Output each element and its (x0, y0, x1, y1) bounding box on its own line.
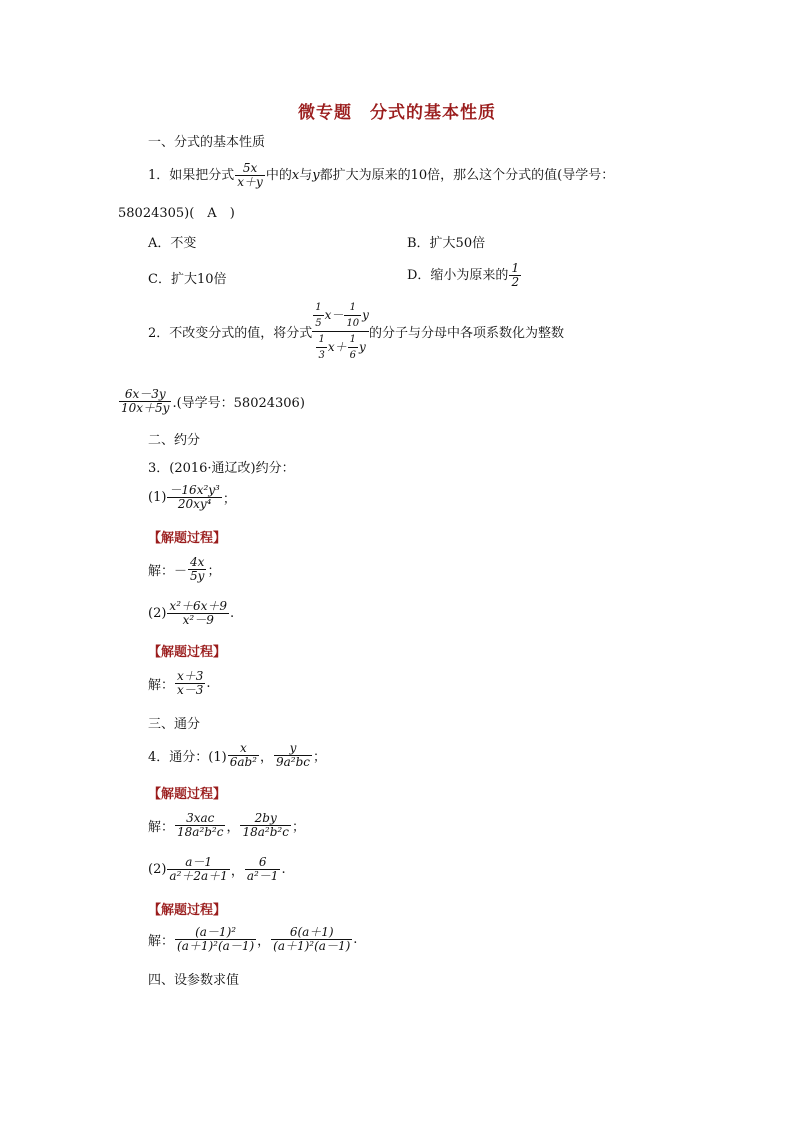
q3-sol1-end: ； (207, 564, 221, 580)
q2-suffix: 的分子与分母中各项系数化为整数 (368, 326, 564, 341)
q3-p1-label: (1) (148, 490, 167, 506)
q1-option-b: B．扩大50倍 (407, 236, 486, 251)
q2-bot-a-den: 3 (318, 350, 325, 361)
q3-solution-1 (148, 556, 220, 583)
q2-bot-a-var: x＋ (327, 340, 347, 354)
q4-sol1-a-fraction (175, 812, 225, 839)
q4-part1 (148, 742, 326, 769)
q3-part2 (148, 600, 234, 627)
q1-option-c: C．扩大10倍 (148, 272, 227, 287)
q4-p1-end: ； (313, 750, 327, 766)
q3-p2-end: . (230, 606, 235, 622)
q4-sol2-a-num: (a－1)² (195, 925, 237, 939)
q3-sol1-den: 5y (190, 569, 205, 584)
q2-answer-den: 10x＋5y (121, 401, 170, 416)
q4-solution-1 (148, 812, 305, 839)
question-2 (148, 302, 564, 361)
q4-heading: 4．通分：(1) (148, 750, 227, 766)
q4-sol2-end: . (353, 932, 358, 948)
q3-p1-den: 20xy⁴ (177, 497, 212, 512)
q3-sol2-end: . (206, 676, 211, 692)
q3-sol1-fraction (188, 556, 206, 583)
q4-sol1-b-num: 2by (254, 811, 277, 825)
q4-comma-3: ， (230, 864, 244, 880)
q4-sol2-b-den: (a＋1)²(a－1) (273, 939, 351, 954)
q2-top-b-num: 1 (349, 302, 356, 313)
q4-sol2-prefix: 解： (148, 934, 175, 950)
q4-sol2-b-num: 6(a＋1) (289, 925, 334, 939)
q4-p1-b-den: 9a²bc (275, 755, 310, 770)
q4-sol1-a-den: 18a²b²c (177, 825, 224, 840)
q2-top-a-num: 1 (315, 302, 322, 313)
q4-p2-a-num: a－1 (185, 855, 213, 869)
q1-option-d-text: D．缩小为原来的 (407, 268, 509, 284)
q2-answer-suffix: .(导学号：58024306) (172, 396, 305, 412)
q4-sol1-end: ； (291, 820, 305, 836)
q3-heading: 3．(2016·通辽改)约分： (148, 461, 295, 476)
q1-var-y: y (312, 168, 320, 184)
q4-p2-a-fraction (167, 856, 229, 883)
q2-denominator (315, 334, 365, 361)
q2-complex-fraction (312, 302, 369, 361)
q3-solve-label-1: 【解题过程】 (148, 531, 227, 546)
q4-p1-b-num: y (289, 741, 297, 755)
q2-answer-line (118, 388, 305, 415)
q4-p2-b-num: 6 (258, 855, 267, 869)
q1-option-d-fraction (509, 262, 521, 289)
q1-option-d (407, 262, 522, 289)
q4-p2-b-den: a²－1 (246, 869, 279, 884)
q2-bot-a-num: 1 (318, 334, 325, 345)
q2-top-a-den: 5 (315, 318, 322, 329)
q1-fraction (235, 162, 265, 189)
q3-p2-fraction (167, 600, 229, 627)
q4-p1-a-num: x (239, 741, 247, 755)
q3-solve-label-2: 【解题过程】 (148, 645, 227, 660)
q1-id-line: 58024305)( A ) (118, 206, 235, 221)
q2-answer-num: 6x－3y (124, 387, 166, 401)
q1-option-d-num: 1 (511, 261, 520, 275)
q1-frac-num: 5x (242, 161, 258, 175)
q1-option-d-den: 2 (511, 275, 520, 290)
q2-top-b-den: 10 (346, 318, 360, 329)
q1-and: 与 (299, 168, 313, 184)
q3-p2-label: (2) (148, 606, 167, 622)
q4-sol1-b-den: 18a²b²c (242, 825, 289, 840)
q4-solve-label-2: 【解题过程】 (148, 903, 227, 918)
q1-suffix: 都扩大为原来的10倍，那么这个分式的值(导学号： (319, 168, 615, 184)
q4-part2 (148, 856, 286, 883)
q4-p2-a-den: a²＋2a＋1 (169, 869, 228, 884)
section-heading-2: 二、约分 (148, 433, 201, 448)
q3-p2-den: x²－9 (182, 613, 214, 628)
q4-sol2-a-den: (a＋1)²(a－1) (177, 939, 255, 954)
q4-p2-label: (2) (148, 862, 167, 878)
section-heading-1: 一、分式的基本性质 (148, 135, 266, 150)
q4-comma-4: ， (257, 934, 271, 950)
q4-comma-1: ， (259, 750, 273, 766)
q3-p1-end: ； (222, 492, 236, 508)
q4-sol1-a-num: 3xac (186, 811, 215, 825)
q4-p1-a-fraction (228, 742, 259, 769)
q3-sol2-fraction (175, 670, 205, 697)
q4-sol1-prefix: 解： (148, 820, 175, 836)
q2-bot-b-num: 1 (349, 334, 356, 345)
q2-numerator (312, 302, 369, 329)
section-heading-4: 四、设参数求值 (148, 973, 240, 988)
q4-p2-end: . (281, 862, 286, 878)
q3-p1-fraction (167, 484, 221, 511)
q2-answer-fraction (119, 388, 171, 415)
q3-p1-num: －16x²y³ (169, 483, 220, 497)
q4-solution-2 (148, 926, 357, 953)
q3-sol2-den: x－3 (177, 683, 204, 698)
question-1 (148, 162, 614, 189)
q4-p2-b-fraction (245, 856, 281, 883)
q2-prefix: 2．不改变分式的值，将分式 (148, 326, 313, 341)
q1-prefix: 1．如果把分式 (148, 168, 235, 184)
q2-bot-b-den: 6 (349, 350, 356, 361)
q3-sol1-prefix: 解：－ (148, 564, 188, 580)
q1-option-a: A．不变 (148, 236, 197, 251)
q4-sol1-b-fraction (240, 812, 290, 839)
q2-top-b-var: y (362, 308, 369, 322)
q4-solve-label-1: 【解题过程】 (148, 787, 227, 802)
section-heading-3: 三、通分 (148, 717, 201, 732)
q4-comma-2: ， (226, 820, 240, 836)
q3-sol2-prefix: 解： (148, 678, 175, 694)
q2-top-a-var: x－ (324, 308, 344, 322)
q3-p2-num: x²＋6x＋9 (169, 599, 228, 613)
q3-solution-2 (148, 670, 211, 697)
q4-p1-b-fraction (274, 742, 312, 769)
q4-p1-a-den: 6ab² (229, 755, 257, 770)
q3-sol1-num: 4x (190, 555, 205, 569)
q4-sol2-a-fraction (175, 926, 256, 953)
q3-part1 (148, 484, 236, 511)
q3-sol2-num: x＋3 (177, 669, 204, 683)
q1-frac-den: x＋y (237, 175, 263, 190)
q4-sol2-b-fraction (271, 926, 352, 953)
q1-var-x: x (291, 168, 300, 184)
q2-bot-b-var: y (358, 340, 366, 354)
page-title: 微专题 分式的基本性质 (298, 103, 496, 123)
q1-mid: 中的 (265, 168, 292, 184)
